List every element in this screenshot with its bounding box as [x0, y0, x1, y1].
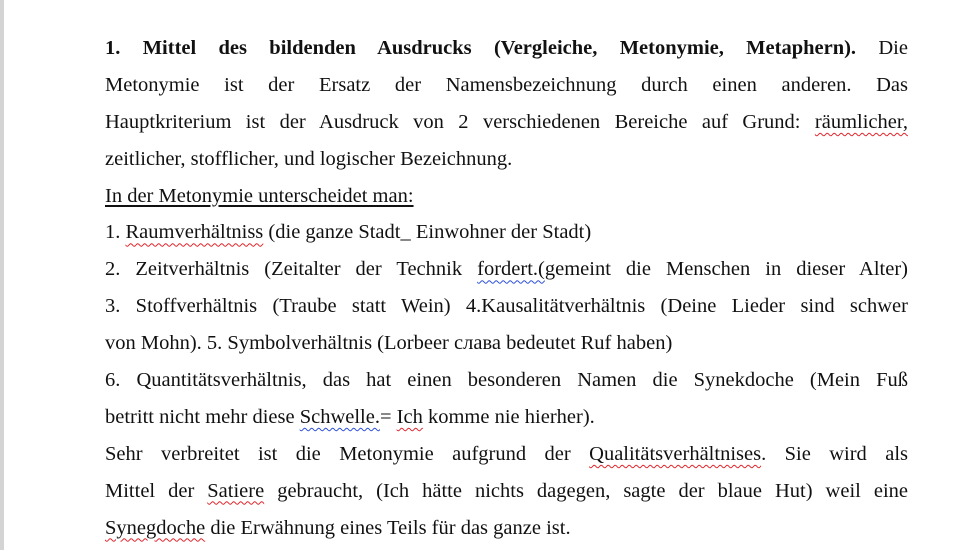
- text-span: Hauptkriterium ist der Ausdruck von 2 verschiedenen Bereiche auf Grund:: [105, 110, 815, 133]
- text-line: [105, 436, 908, 473]
- text-line: 6. Quantitätsverhältnis, das hat einen besonderen Namen die Synekdoche (Mein Fuß: [105, 369, 908, 392]
- text-span: gebraucht, (Ich hätte nichts dagegen, sagte der blaue Hut) weil eine: [264, 479, 908, 502]
- text-line: Metonymie ist der Ersatz der Namensbezeichnung durch einen anderen. Das: [105, 73, 908, 96]
- text-span: komme nie hierher).: [422, 405, 595, 428]
- spelling-error: Satiere: [207, 479, 265, 502]
- text-span: =: [379, 405, 397, 428]
- text-line: zeitlicher, stofflicher, und logischer Bezeichnung.: [105, 147, 513, 170]
- section-heading: 1. Mittel des bildenden Ausdrucks (Vergleiche, Metonymie, Metaphern).: [105, 37, 857, 59]
- text-span: die Erwähnung eines Teils für das ganze ist.: [205, 516, 571, 539]
- text-span: betritt nicht mehr diese: [105, 405, 300, 428]
- text-line: [105, 30, 908, 67]
- text-line: [105, 214, 908, 251]
- text-span: Sehr verbreitet ist die Metonymie aufgrund der: [105, 442, 590, 465]
- spelling-error: Raumverhältniss: [125, 221, 264, 244]
- text-span: . Sie wird als: [761, 442, 908, 465]
- text-line: von Mohn). 5. Symbolverhältnis (Lorbeer слава bedeutet Ruf haben): [105, 332, 673, 355]
- text-line: 3. Stoffverhältnis (Traube statt Wein) 4.Kausalitätverhältnis (Deine Lieder sind schwer: [105, 295, 908, 318]
- spelling-error: räumlicher,: [814, 110, 908, 133]
- text-span: Die: [856, 37, 908, 59]
- underlined-subheading: In der Metonymie unterscheidet man:: [105, 184, 414, 207]
- spelling-error: Synegdoche: [105, 516, 206, 539]
- text-span: Mittel der: [105, 479, 208, 502]
- page-left-border: [0, 0, 4, 550]
- spelling-error: Ich: [396, 405, 423, 428]
- text-line: [105, 399, 908, 436]
- text-line: [105, 473, 908, 510]
- text-line: [105, 104, 908, 141]
- text-line: [105, 251, 908, 288]
- text-line: [105, 510, 908, 547]
- spelling-error: Qualitätsverhältnises: [589, 442, 762, 465]
- text-span: gemeint die Menschen in dieser Alter): [544, 258, 908, 281]
- grammar-error: Schwelle.: [299, 405, 380, 428]
- text-span: 1.: [105, 221, 126, 244]
- text-span: (die ganze Stadt_ Einwohner der Stadt): [263, 221, 592, 244]
- document-body[interactable]: [105, 30, 908, 546]
- text-span: 2. Zeitverhältnis (Zeitalter der Technik: [105, 258, 478, 281]
- grammar-error: fordert.(: [477, 258, 545, 281]
